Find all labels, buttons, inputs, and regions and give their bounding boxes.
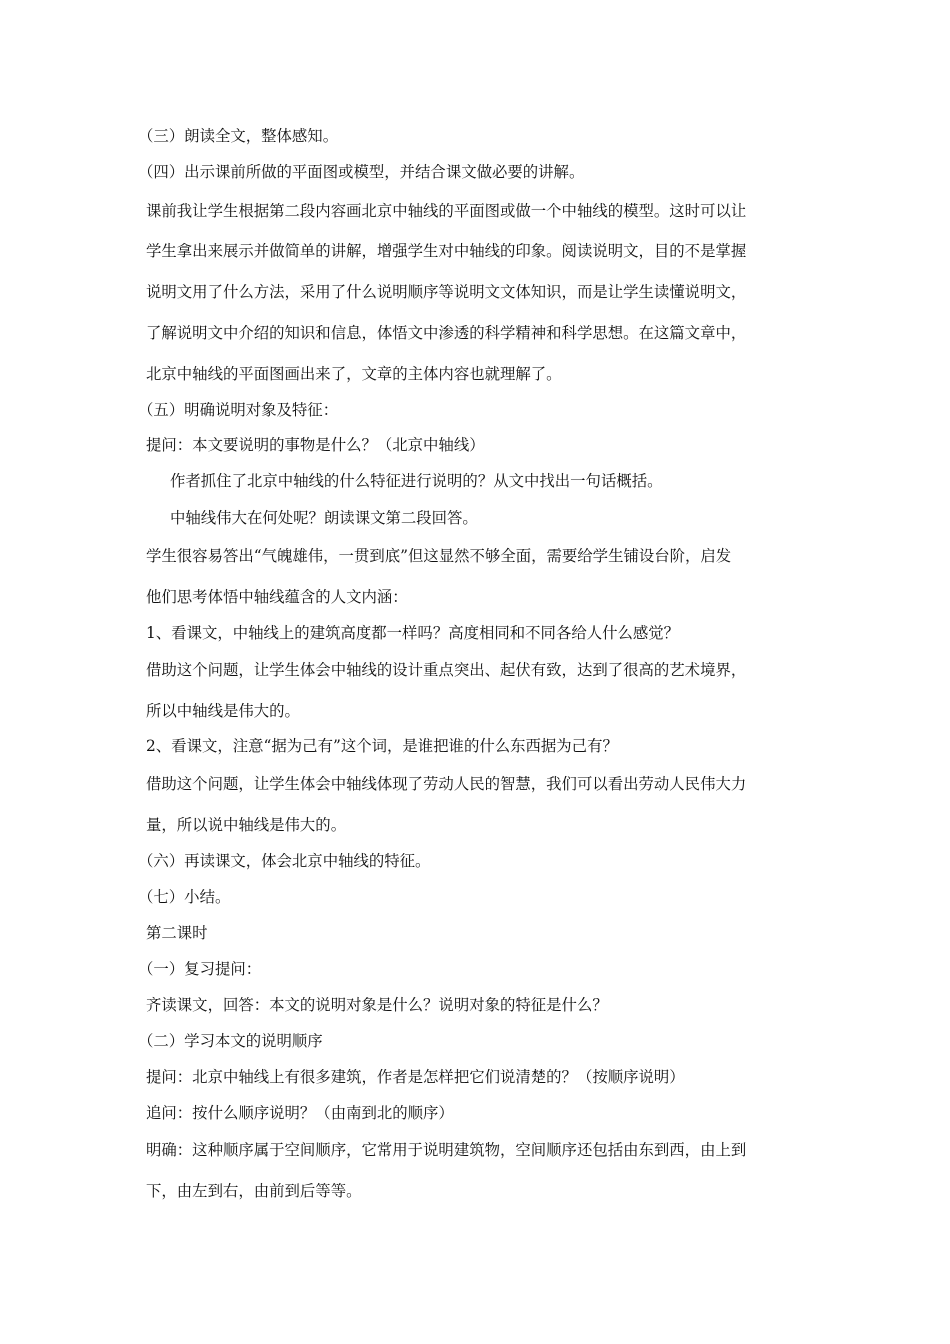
paragraph-line: 量，所以说中轴线是伟大的。	[146, 816, 347, 834]
question-line: 中轴线伟大在何处呢？朗读课文第二段回答。	[170, 509, 478, 527]
numbered-item-1: 1、看课文，中轴线上的建筑高度都一样吗？高度相同和不同各给人什么感觉？	[146, 624, 680, 642]
paragraph-line: 他们思考体悟中轴线蕴含的人文内涵：	[146, 588, 408, 606]
section-heading-6: （六）再读课文，体会北京中轴线的特征。	[138, 852, 431, 870]
question-line: 作者抓住了北京中轴线的什么特征进行说明的？从文中找出一句话概括。	[170, 472, 663, 490]
paragraph-line: 借助这个问题，让学生体会中轴线的设计重点突出、起伏有致，达到了很高的艺术境界，	[146, 661, 747, 679]
section-heading-3: （三）朗读全文，整体感知。	[138, 127, 339, 145]
paragraph-line: 借助这个问题，让学生体会中轴线体现了劳动人民的智慧，我们可以看出劳动人民伟大力	[146, 775, 747, 793]
paragraph-line: 下，由左到右，由前到后等等。	[146, 1182, 362, 1200]
section-heading-5: （五）明确说明对象及特征：	[138, 401, 339, 419]
paragraph-line: 齐读课文，回答：本文的说明对象是什么？说明对象的特征是什么？	[146, 996, 608, 1014]
section-heading-1: （一）复习提问：	[138, 960, 262, 978]
numbered-item-2: 2、看课文，注意“据为己有”这个词，是谁把谁的什么东西据为己有？	[146, 737, 618, 755]
section-heading-4: （四）出示课前所做的平面图或模型，并结合课文做必要的讲解。	[138, 163, 585, 181]
section-heading-7: （七）小结。	[138, 888, 231, 906]
question-line: 提问：北京中轴线上有很多建筑，作者是怎样把它们说清楚的？（按顺序说明）	[146, 1068, 685, 1086]
paragraph-line: 说明文用了什么方法，采用了什么说明顺序等说明文文体知识，而是让学生读懂说明文，	[146, 283, 747, 301]
paragraph-line: 明确：这种顺序属于空间顺序，它常用于说明建筑物，空间顺序还包括由东到西，由上到	[146, 1141, 747, 1159]
section-heading-2: （二）学习本文的说明顺序	[138, 1032, 323, 1050]
paragraph-line: 学生很容易答出“气魄雄伟，一贯到底”但这显然不够全面，需要给学生铺设台阶，启发	[146, 547, 732, 565]
paragraph-line: 学生拿出来展示并做简单的讲解，增强学生对中轴线的印象。阅读说明文，目的不是掌握	[146, 242, 747, 260]
lesson-heading: 第二课时	[146, 924, 208, 942]
paragraph-line: 北京中轴线的平面图画出来了，文章的主体内容也就理解了。	[146, 365, 562, 383]
question-line: 追问：按什么顺序说明？（由南到北的顺序）	[146, 1104, 454, 1122]
question-line: 提问：本文要说明的事物是什么？（北京中轴线）	[146, 436, 485, 454]
paragraph-line: 课前我让学生根据第二段内容画北京中轴线的平面图或做一个中轴线的模型。这时可以让	[146, 202, 747, 220]
paragraph-line: 所以中轴线是伟大的。	[146, 702, 300, 720]
paragraph-line: 了解说明文中介绍的知识和信息，体悟文中渗透的科学精神和科学思想。在这篇文章中，	[146, 324, 747, 342]
